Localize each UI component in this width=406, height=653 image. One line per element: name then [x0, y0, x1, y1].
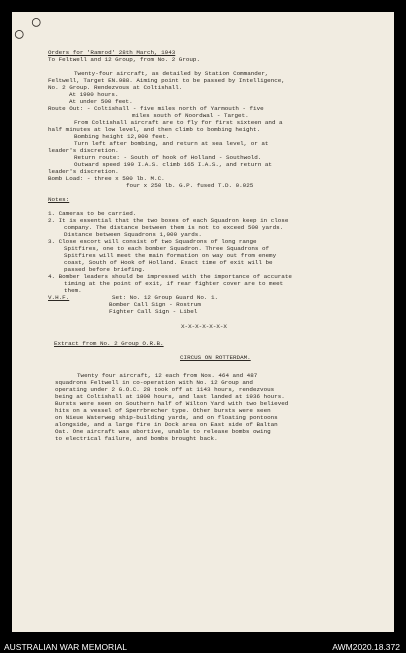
- vhf-label: V.H.F.: [48, 294, 70, 301]
- orders-line: To Feltwell and 12 Group, from No. 2 Group.: [48, 56, 201, 63]
- orders-line: Feltwell, Target EN.988. Aiming point to be passed by Intelligence,: [48, 77, 285, 84]
- note-line: Distance between Squadrons 1,000 yards.: [64, 231, 202, 238]
- orders-line: Route Out: - Coltishall - five miles north of Yarmouth - five: [48, 105, 264, 112]
- document-page: [12, 12, 394, 632]
- extract-line: Twenty four aircraft, 12 each from Nos. 464 and 487: [77, 372, 258, 379]
- orders-line: Outward speed 190 I.A.S. climb 165 I.A.S., and return at: [74, 161, 272, 168]
- note-line: 1. Cameras to be carried.: [48, 210, 137, 217]
- circus-heading: CIRCUS ON ROTTERDAM.: [180, 354, 251, 361]
- orders-line: Turn left after bombing, and return at sea level, or at: [74, 140, 269, 147]
- extract-line: being at Coltishall at 1800 hours, and last landed at 1936 hours.: [55, 393, 285, 400]
- note-line: Spitfires, one to each bomber Squadron. Three Squadrons of: [64, 245, 270, 252]
- accession-number: AWM2020.18.372: [332, 642, 400, 652]
- extract-line: operating under 2 G.O.C. 28 took off at 1143 hours, rendezvous: [55, 386, 275, 393]
- orders-line: Bombing height 12,000 feet.: [74, 133, 170, 140]
- note-line: 4. Bomber leaders should be impressed with the importance of accurate: [48, 273, 292, 280]
- orders-line: Bomb Load: - three x 500 lb. M.C.: [48, 175, 165, 182]
- orders-line: No. 2 Group. Rendezvous at Coltishall.: [48, 84, 183, 91]
- orders-line: Return route: - South of hook of Holland - Southwold.: [74, 154, 262, 161]
- orders-line: Twenty-four aircraft, as detailed by Station Commander,: [74, 70, 269, 77]
- note-line: Spitfires will meet the main formation on way out from enemy: [64, 252, 277, 259]
- note-line: passed before briefing.: [64, 266, 146, 273]
- orders-line: leader's discretion.: [48, 147, 119, 154]
- extract-line: on Nieue Waterweg ship-building yards, and on floating pontoons: [55, 414, 278, 421]
- extract-line: Bursts were seen on Southern half of Wilton Yard with two believed: [55, 400, 289, 407]
- note-line: coast, South of Hook of Holland. Exact time of exit will be: [64, 259, 273, 266]
- punch-hole-mark-top: ◯: [32, 15, 41, 31]
- extract-heading: Extract from No. 2 Group O.R.B.: [54, 340, 164, 347]
- punch-hole-mark-left: ◯: [15, 27, 24, 43]
- notes-heading: Notes:: [48, 196, 70, 203]
- separator: X-X-X-X-X-X-X: [181, 323, 227, 330]
- note-line: timing at the point of exit, if rear fighter cover are to meet: [64, 280, 284, 287]
- extract-line: squadrons Feltwell in co-operation with No. 12 Group and: [55, 379, 253, 386]
- orders-line: miles south of Noordwal - Target.: [132, 112, 249, 119]
- orders-heading: Orders for 'Ramrod' 28th March, 1943: [48, 49, 176, 56]
- note-line: 2. It is essential that the two boxes of each Squadron keep in close: [48, 217, 289, 224]
- extract-line: alongside, and a large fire in Dock area on East side of Baltan: [55, 421, 278, 428]
- footer-bar: [0, 641, 406, 653]
- vhf-line: Set: No. 12 Group Guard No. 1.: [112, 294, 219, 301]
- note-line: 3. Close escort will consist of two Squadrons of long range: [48, 238, 257, 245]
- vhf-line: Bomber Call Sign - Rostrum: [109, 301, 201, 308]
- institution-label: AUSTRALIAN WAR MEMORIAL: [4, 642, 127, 652]
- note-line: them.: [64, 287, 82, 294]
- orders-line: half minutes at low level, and then climb to bombing height.: [48, 126, 261, 133]
- orders-line: leader's discretion.: [48, 168, 119, 175]
- orders-line: four x 250 lb. G.P. fused T.D. 0.025: [126, 182, 254, 189]
- vhf-line: Fighter Call Sign - Libel: [109, 308, 198, 315]
- orders-line: From Coltishall aircraft are to fly for first sixteen and a: [74, 119, 283, 126]
- extract-line: Oat. One aircraft was abortive, unable to release bombs owing: [55, 428, 271, 435]
- note-line: company. The distance between them is not to exceed 500 yards.: [64, 224, 284, 231]
- orders-line: At 1900 hours.: [69, 91, 119, 98]
- orders-line: At under 500 feet.: [69, 98, 133, 105]
- extract-line: to electrical failure, and bombs brought back.: [55, 435, 218, 442]
- extract-line: hits on a vessel of Sperrbrecher type. Other bursts were seen: [55, 407, 271, 414]
